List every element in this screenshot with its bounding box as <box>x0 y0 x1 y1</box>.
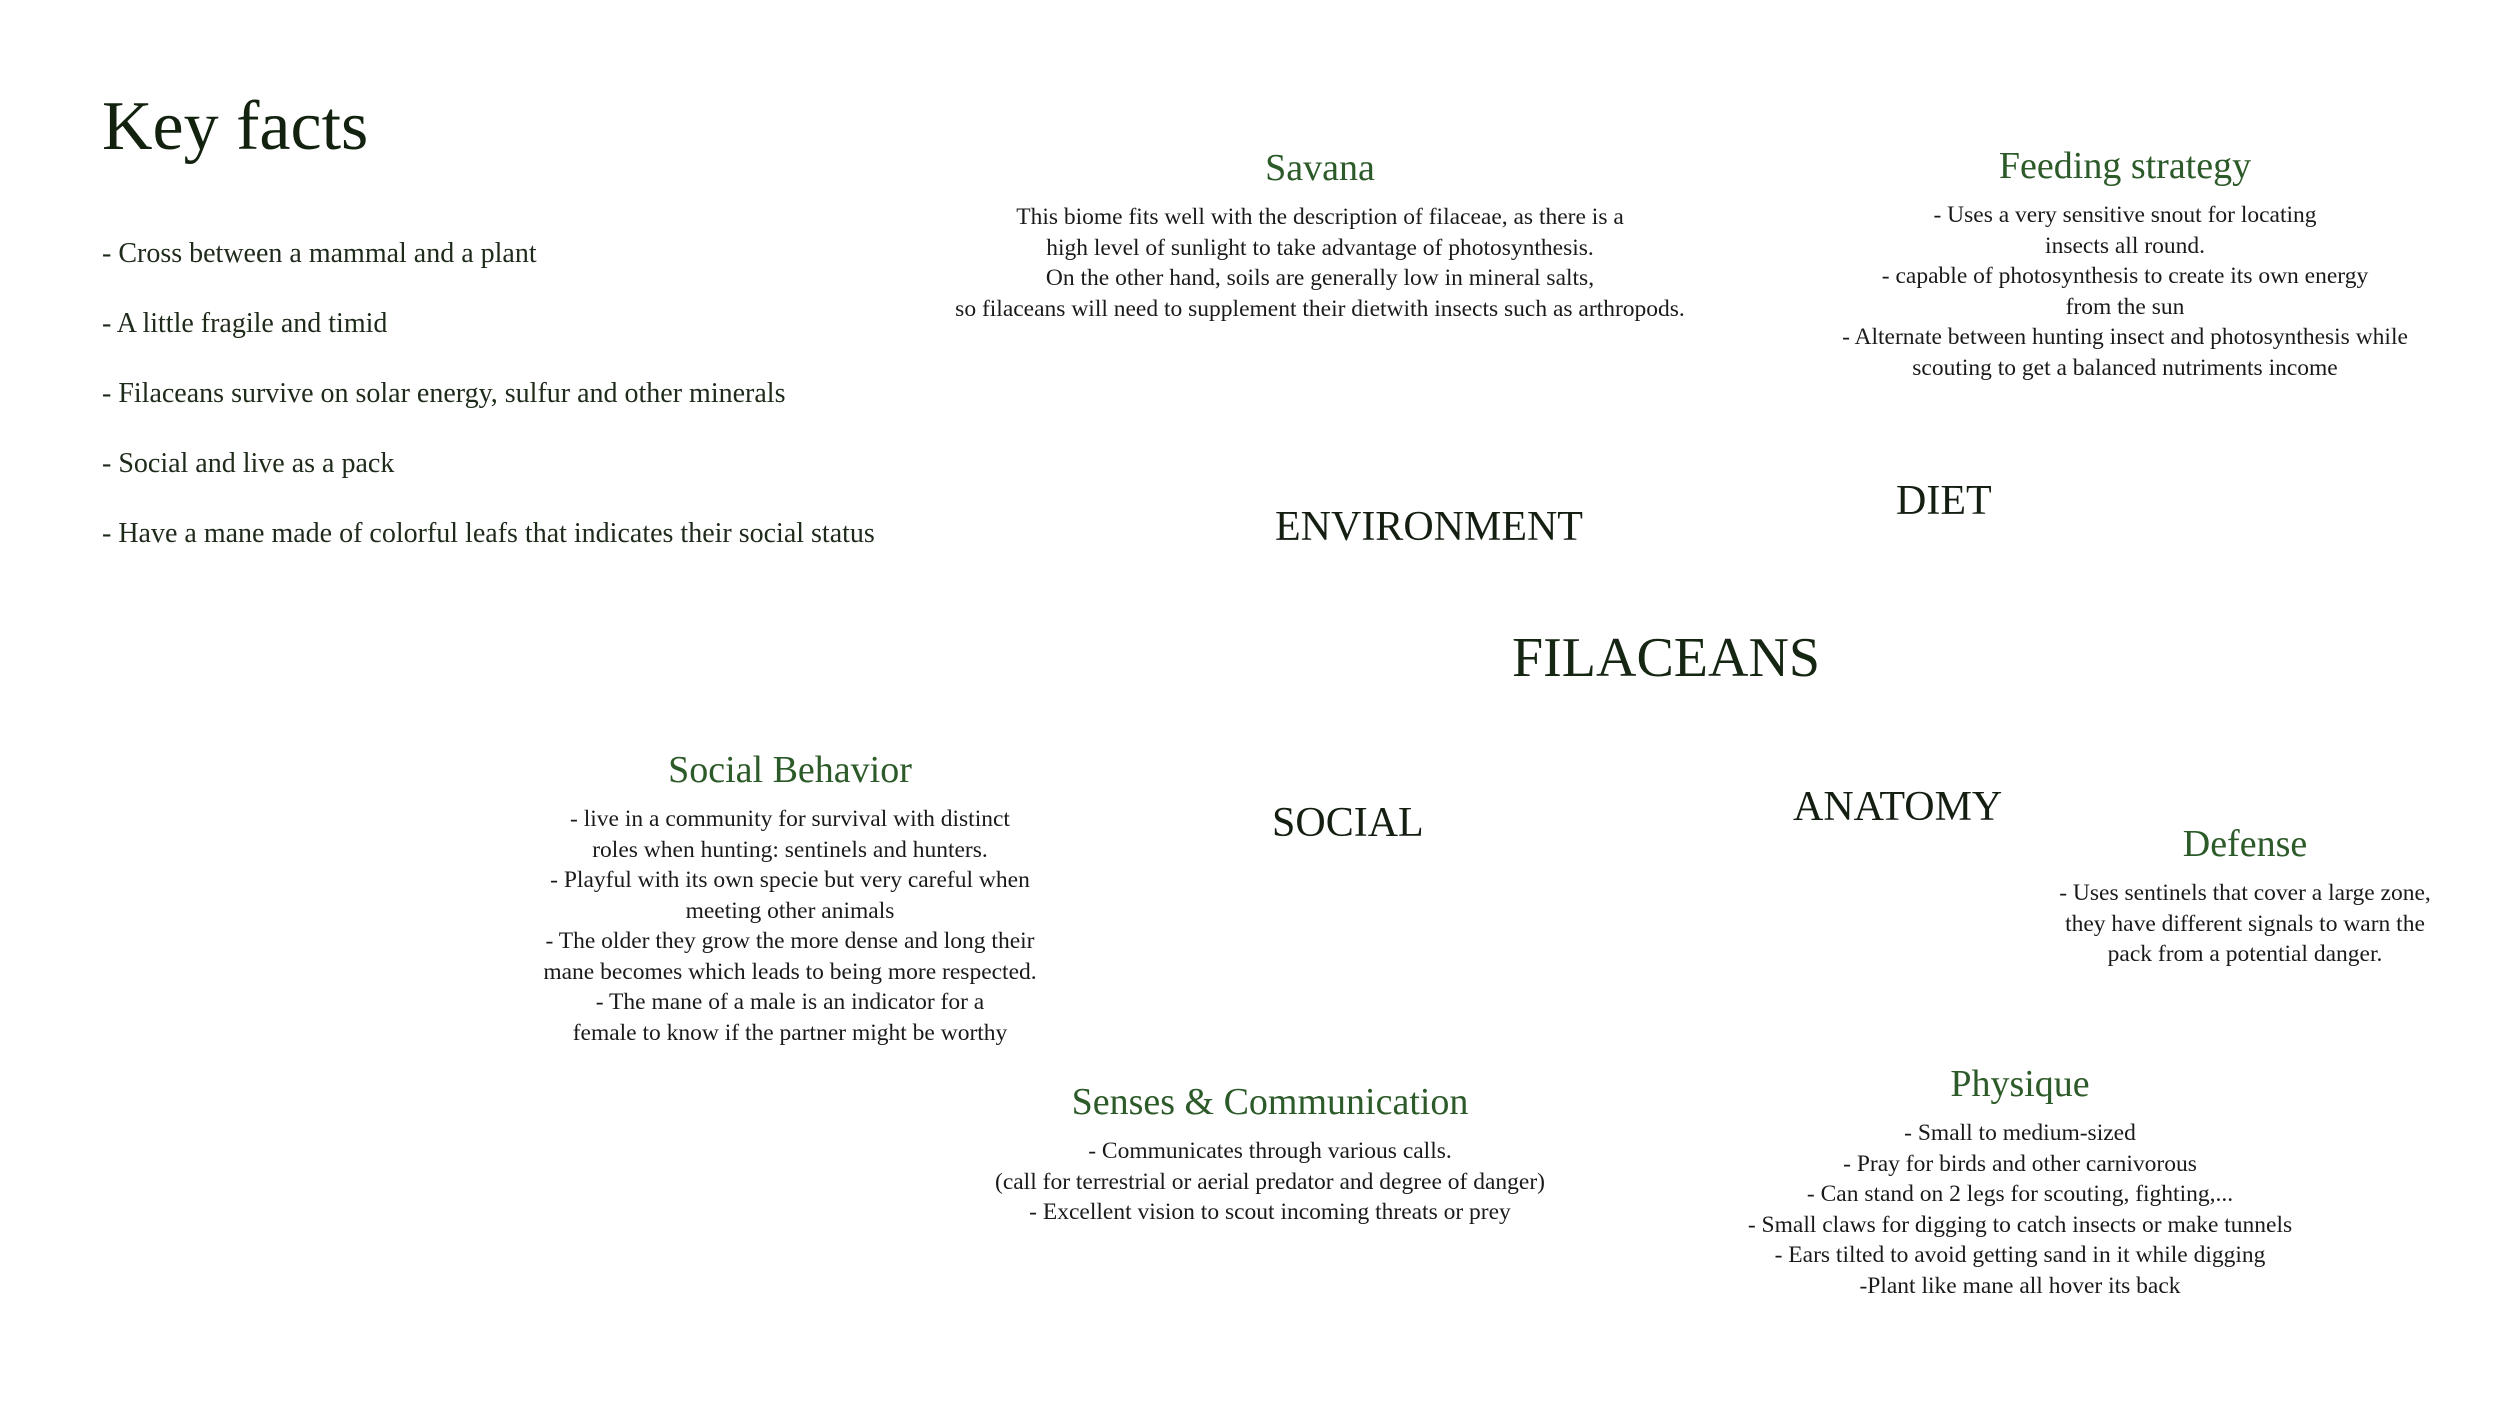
defense-text <box>2010 878 2480 970</box>
text-line: - The older they grow the more dense and long their <box>545 928 1035 954</box>
savana-text <box>910 202 1730 324</box>
text-line: - Small to medium-sized <box>1904 1120 2136 1146</box>
text-line: - Playful with its own specie but very careful when <box>550 867 1030 893</box>
feeding-strategy-section <box>1795 144 2455 383</box>
savana-title: Savana <box>1265 147 1375 189</box>
text-line: mane becomes which leads to being more respected. <box>543 958 1037 985</box>
text-line: - Ears tilted to avoid getting sand in it while digging <box>1774 1242 2266 1268</box>
key-facts-title: Key facts <box>102 88 369 165</box>
text-line: meeting other animals <box>685 897 895 924</box>
senses-communication-title: Senses & Communication <box>1071 1081 1469 1123</box>
key-fact-item: - Cross between a mammal and a plant <box>102 238 537 269</box>
text-line: (call for terrestrial or aerial predator and degree of danger) <box>995 1168 1545 1195</box>
key-fact-item: - Filaceans survive on solar energy, sulfur and other minerals <box>102 378 786 409</box>
text-line: from the sun <box>2065 293 2185 320</box>
text-line: - The mane of a male is an indicator for a <box>595 989 985 1015</box>
physique-section <box>1680 1062 2360 1301</box>
senses-communication-text <box>920 1136 1620 1228</box>
physique-text <box>1680 1118 2360 1301</box>
environment-label: ENVIRONMENT <box>1275 504 1583 550</box>
text-line: -Plant like mane all hover its back <box>1859 1272 2181 1299</box>
diet-label: DIET <box>1896 478 1992 524</box>
text-line: - Excellent vision to scout incoming threats or prey <box>1029 1199 1511 1225</box>
text-line: high level of sunlight to take advantage of photosynthesis. <box>1046 234 1594 261</box>
key-fact-item: - Social and live as a pack <box>102 448 395 479</box>
feeding-strategy-text <box>1795 200 2455 383</box>
center-title: FILACEANS <box>1512 627 1821 689</box>
text-line: - capable of photosynthesis to create its own energy <box>1881 263 2369 289</box>
text-line: scouting to get a balanced nutriments income <box>1912 354 2338 381</box>
text-line: On the other hand, soils are generally low in mineral salts, <box>1045 265 1595 291</box>
social-behavior-title: Social Behavior <box>668 749 912 791</box>
key-fact-item: - A little fragile and timid <box>102 308 388 339</box>
text-line: pack from a potential danger. <box>2107 941 2383 967</box>
text-line: - Uses a very sensitive snout for locating <box>1933 202 2317 228</box>
text-line: insects all round. <box>2045 232 2205 259</box>
key-facts-list <box>102 234 875 584</box>
savana-section <box>910 146 1730 324</box>
text-line: - live in a community for survival with distinct <box>570 806 1010 832</box>
text-line: This biome fits well with the description of filaceae, as there is a <box>1016 204 1624 230</box>
senses-communication-section <box>920 1080 1620 1228</box>
text-line: - Small claws for digging to catch insects or make tunnels <box>1747 1211 2293 1238</box>
text-line: - Alternate between hunting insect and photosynthesis while <box>1842 324 2408 350</box>
text-line: they have different signals to warn the <box>2065 910 2425 937</box>
social-behavior-text <box>490 804 1090 1048</box>
social-behavior-section <box>490 748 1090 1048</box>
key-fact-item: - Have a mane made of colorful leafs that indicates their social status <box>102 518 875 549</box>
physique-title: Physique <box>1950 1063 2090 1105</box>
text-line: - Uses sentinels that cover a large zone, <box>2059 880 2431 906</box>
social-label: SOCIAL <box>1272 800 1424 846</box>
anatomy-label: ANATOMY <box>1793 784 2003 830</box>
text-line: roles when hunting: sentinels and hunters. <box>592 836 988 863</box>
defense-title: Defense <box>2182 823 2308 865</box>
text-line: - Pray for birds and other carnivorous <box>1843 1150 2197 1177</box>
text-line: - Can stand on 2 legs for scouting, fighting,... <box>1806 1181 2234 1207</box>
feeding-strategy-title: Feeding strategy <box>1998 145 2252 187</box>
defense-section <box>2010 822 2480 970</box>
text-line: so filaceans will need to supplement their dietwith insects such as arthropods. <box>955 295 1685 322</box>
text-line: - Communicates through various calls. <box>1088 1138 1452 1164</box>
text-line: female to know if the partner might be worthy <box>572 1019 1008 1046</box>
